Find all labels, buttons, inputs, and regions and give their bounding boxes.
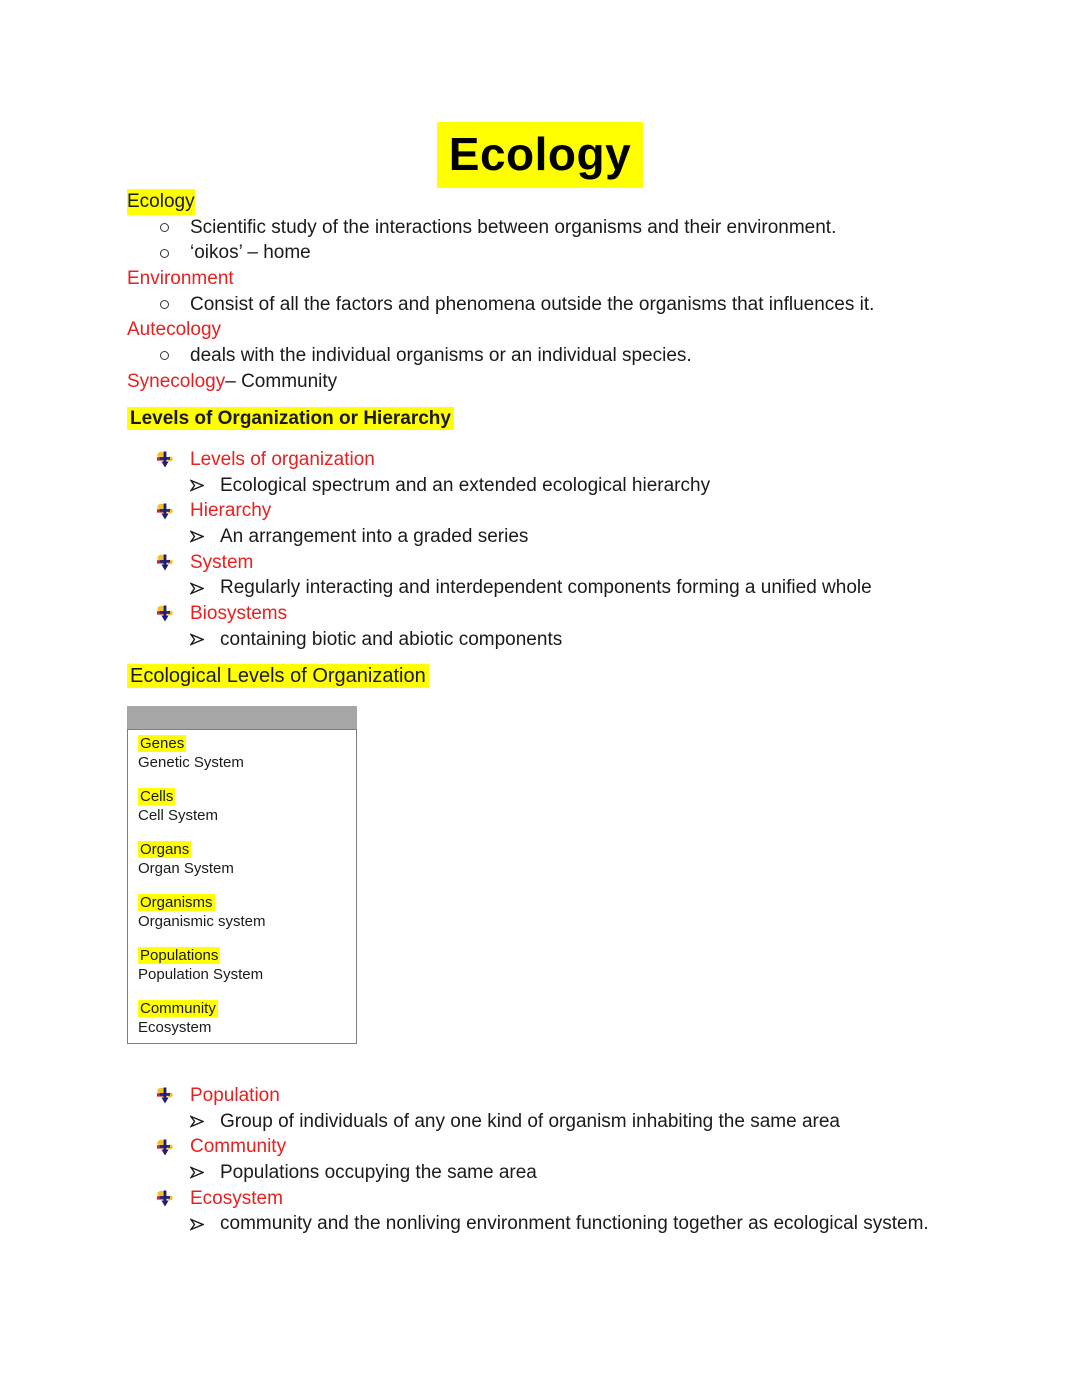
list-term-row: [127, 498, 1027, 524]
down-arrow-bullet-icon: [157, 550, 190, 576]
arrowhead-bullet-icon: [190, 1160, 220, 1186]
definition-text: containing biotic and abiotic components: [220, 628, 563, 650]
heading-suffix: – Community: [225, 370, 338, 392]
term-text: System: [190, 551, 254, 573]
arrowhead-bullet-icon: [190, 627, 220, 653]
definition-text: Group of individuals of any one kind of organism inhabiting the same area: [220, 1110, 840, 1132]
arrowhead-bullet-icon: [190, 575, 220, 601]
level-row: [138, 947, 356, 984]
circle-bullet-icon: [160, 215, 190, 241]
list-item-text: ‘oikos’ – home: [190, 242, 311, 264]
level-name: Community: [140, 1000, 216, 1017]
list-definition-row: [127, 524, 1027, 550]
down-arrow-bullet-icon: [157, 447, 190, 473]
term-heading-ecology: [127, 189, 1007, 215]
arrowhead-bullet-icon: [190, 524, 220, 550]
level-row: [138, 894, 356, 931]
document-title: Ecology: [437, 122, 643, 188]
list-definition-row: [127, 575, 1027, 601]
down-arrow-bullet-icon: [157, 1083, 190, 1109]
circle-bullet-icon: [160, 240, 190, 266]
levels-list: [127, 447, 1027, 653]
level-system: Organ System: [138, 859, 234, 877]
list-term-row: [127, 447, 1027, 473]
list-item-text: deals with the individual organisms or an individual species.: [190, 345, 692, 367]
down-arrow-bullet-icon: [157, 1186, 190, 1212]
arrowhead-bullet-icon: [190, 1211, 220, 1237]
level-name: Organisms: [140, 894, 213, 911]
list-item-text: Scientific study of the interactions between organisms and their environment.: [190, 216, 837, 238]
definition-text: Ecological spectrum and an extended ecological hierarchy: [220, 474, 711, 496]
level-name: Populations: [140, 947, 219, 964]
list-definition-row: [127, 1160, 1027, 1186]
list-term-row: [127, 1186, 1027, 1212]
heading-label: Synecology: [127, 370, 226, 392]
section-heading-text: Ecological Levels of Organization: [127, 664, 429, 688]
box-header-bar: [127, 706, 357, 729]
down-arrow-bullet-icon: [157, 601, 190, 627]
circle-bullet-icon: [160, 343, 190, 369]
list-term-row: [127, 550, 1027, 576]
definition-text: community and the nonliving environment functioning together as ecological system.: [220, 1213, 929, 1235]
list-item: [127, 215, 1007, 241]
term-heading-environment: [127, 266, 1007, 292]
level-row: [138, 788, 356, 825]
list-item: [127, 292, 1007, 318]
level-system: Ecosystem: [138, 1018, 212, 1036]
box-body: [127, 729, 357, 1044]
term-text: Biosystems: [190, 603, 288, 625]
level-system: Organismic system: [138, 912, 266, 930]
level-row: [138, 841, 356, 878]
section-heading-ecological-levels: [127, 664, 429, 689]
ecological-levels-box: [127, 706, 357, 1044]
level-name: Cells: [140, 788, 174, 805]
list-definition-row: [127, 1211, 1027, 1237]
definition-text: An arrangement into a graded series: [220, 526, 529, 548]
list-term-row: [127, 601, 1027, 627]
term-text: Population: [190, 1085, 280, 1106]
level-row: [138, 1000, 356, 1037]
term-text: Ecosystem: [190, 1187, 283, 1209]
section-heading-text: Levels of Organization or Hierarchy: [127, 407, 454, 430]
term-heading-autecology: [127, 317, 1007, 343]
list-item: [127, 240, 1007, 266]
heading-label: Environment: [127, 268, 234, 290]
down-arrow-bullet-icon: [157, 1134, 190, 1160]
heading-label: Autecology: [127, 319, 222, 341]
term-text: Levels of organization: [190, 449, 375, 470]
level-system: Population System: [138, 965, 264, 983]
list-definition-row: [127, 473, 1027, 499]
level-row: [138, 735, 356, 772]
definition-text: Regularly interacting and interdependent components forming a unified whole: [220, 577, 872, 599]
document-title-wrap: [0, 122, 1080, 188]
term-text: Community: [190, 1136, 287, 1158]
down-arrow-bullet-icon: [157, 498, 190, 524]
arrowhead-bullet-icon: [190, 473, 220, 499]
bottom-list: [127, 1083, 1027, 1237]
level-system: Cell System: [138, 806, 219, 824]
term-text: Hierarchy: [190, 500, 272, 522]
list-definition-row: [127, 627, 1027, 653]
level-name: Organs: [140, 841, 190, 858]
section-heading-levels: [127, 406, 454, 431]
list-definition-row: [127, 1109, 1027, 1135]
list-term-row: [127, 1134, 1027, 1160]
arrowhead-bullet-icon: [190, 1109, 220, 1135]
list-term-row: [127, 1083, 1027, 1109]
circle-bullet-icon: [160, 292, 190, 318]
list-item-text: Consist of all the factors and phenomena outside the organisms that influences it.: [190, 293, 875, 315]
term-heading-synecology: [127, 369, 1007, 395]
list-item: [127, 343, 1007, 369]
level-name: Genes: [140, 735, 185, 752]
level-system: Genetic System: [138, 753, 244, 771]
definition-text: Populations occupying the same area: [220, 1162, 537, 1184]
intro-section: [127, 189, 1007, 395]
heading-label: Ecology: [127, 189, 195, 215]
